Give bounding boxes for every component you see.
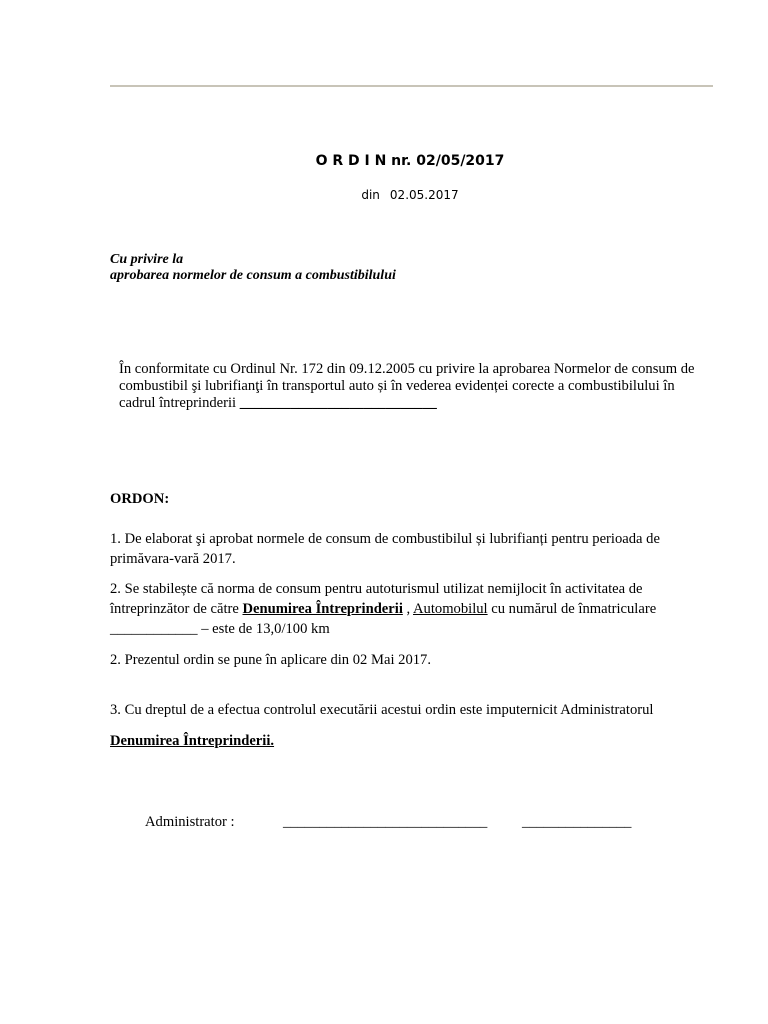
company-signature-name: Denumirea Întreprinderii. xyxy=(110,733,275,749)
order-item-1: 1. De elaborat şi aprobat normele de consum de combustibilul și lubrifianți pentru perioada de primăvara-vară 2017. xyxy=(110,531,660,567)
order-item-3: 2. Prezentul ordin se pune în aplicare din 02 Mai 2017. xyxy=(110,652,431,668)
subject-line-2: aprobarea normelor de consum a combustibilului xyxy=(110,268,396,283)
item2-text-start: 2. Se stabilește că norma de consum pentru autoturismul utilizat nemijlocit în activitatea de întreprinzător de către xyxy=(110,581,643,617)
item2-car: Automobilul xyxy=(413,601,488,617)
item2-separator: , xyxy=(402,601,414,617)
subject-line-1: Cu privire la xyxy=(110,252,184,267)
date-prefix: din xyxy=(361,188,380,202)
ordon-heading: ORDON: xyxy=(110,491,170,507)
item2-text-end: cu numărul de înmatriculare ____________ – este de 13,0/100 km xyxy=(110,601,657,637)
signature-name-line: ____________________________ xyxy=(283,814,488,830)
preamble xyxy=(119,361,709,412)
item2-company-name: Denumirea Întreprinderii xyxy=(242,601,403,617)
order-subject xyxy=(110,252,710,284)
admin-label: Administrator : xyxy=(145,814,235,830)
order-date: 02.05.2017 xyxy=(389,188,459,202)
order-title: O R D I N nr. 02/05/2017 xyxy=(315,153,505,169)
order-item-4: 3. Cu dreptul de a efectua controlul executării acestui ordin este imputernicit Administratorul xyxy=(110,702,654,718)
header-rule xyxy=(110,85,713,87)
preamble-text: În conformitate cu Ordinul Nr. 172 din 09.12.2005 cu privire la aprobarea Normelor de consum de combustibil şi lubrifianţi în transportul auto și în vederea evidenței corecte a combustibilului în cadrul întreprinderii xyxy=(119,361,695,411)
enterprise-blank: ___________________________ xyxy=(239,395,437,411)
order-date-line xyxy=(0,188,768,202)
signature-sign-line: _______________ xyxy=(522,814,632,830)
order-item-2 xyxy=(110,579,710,639)
